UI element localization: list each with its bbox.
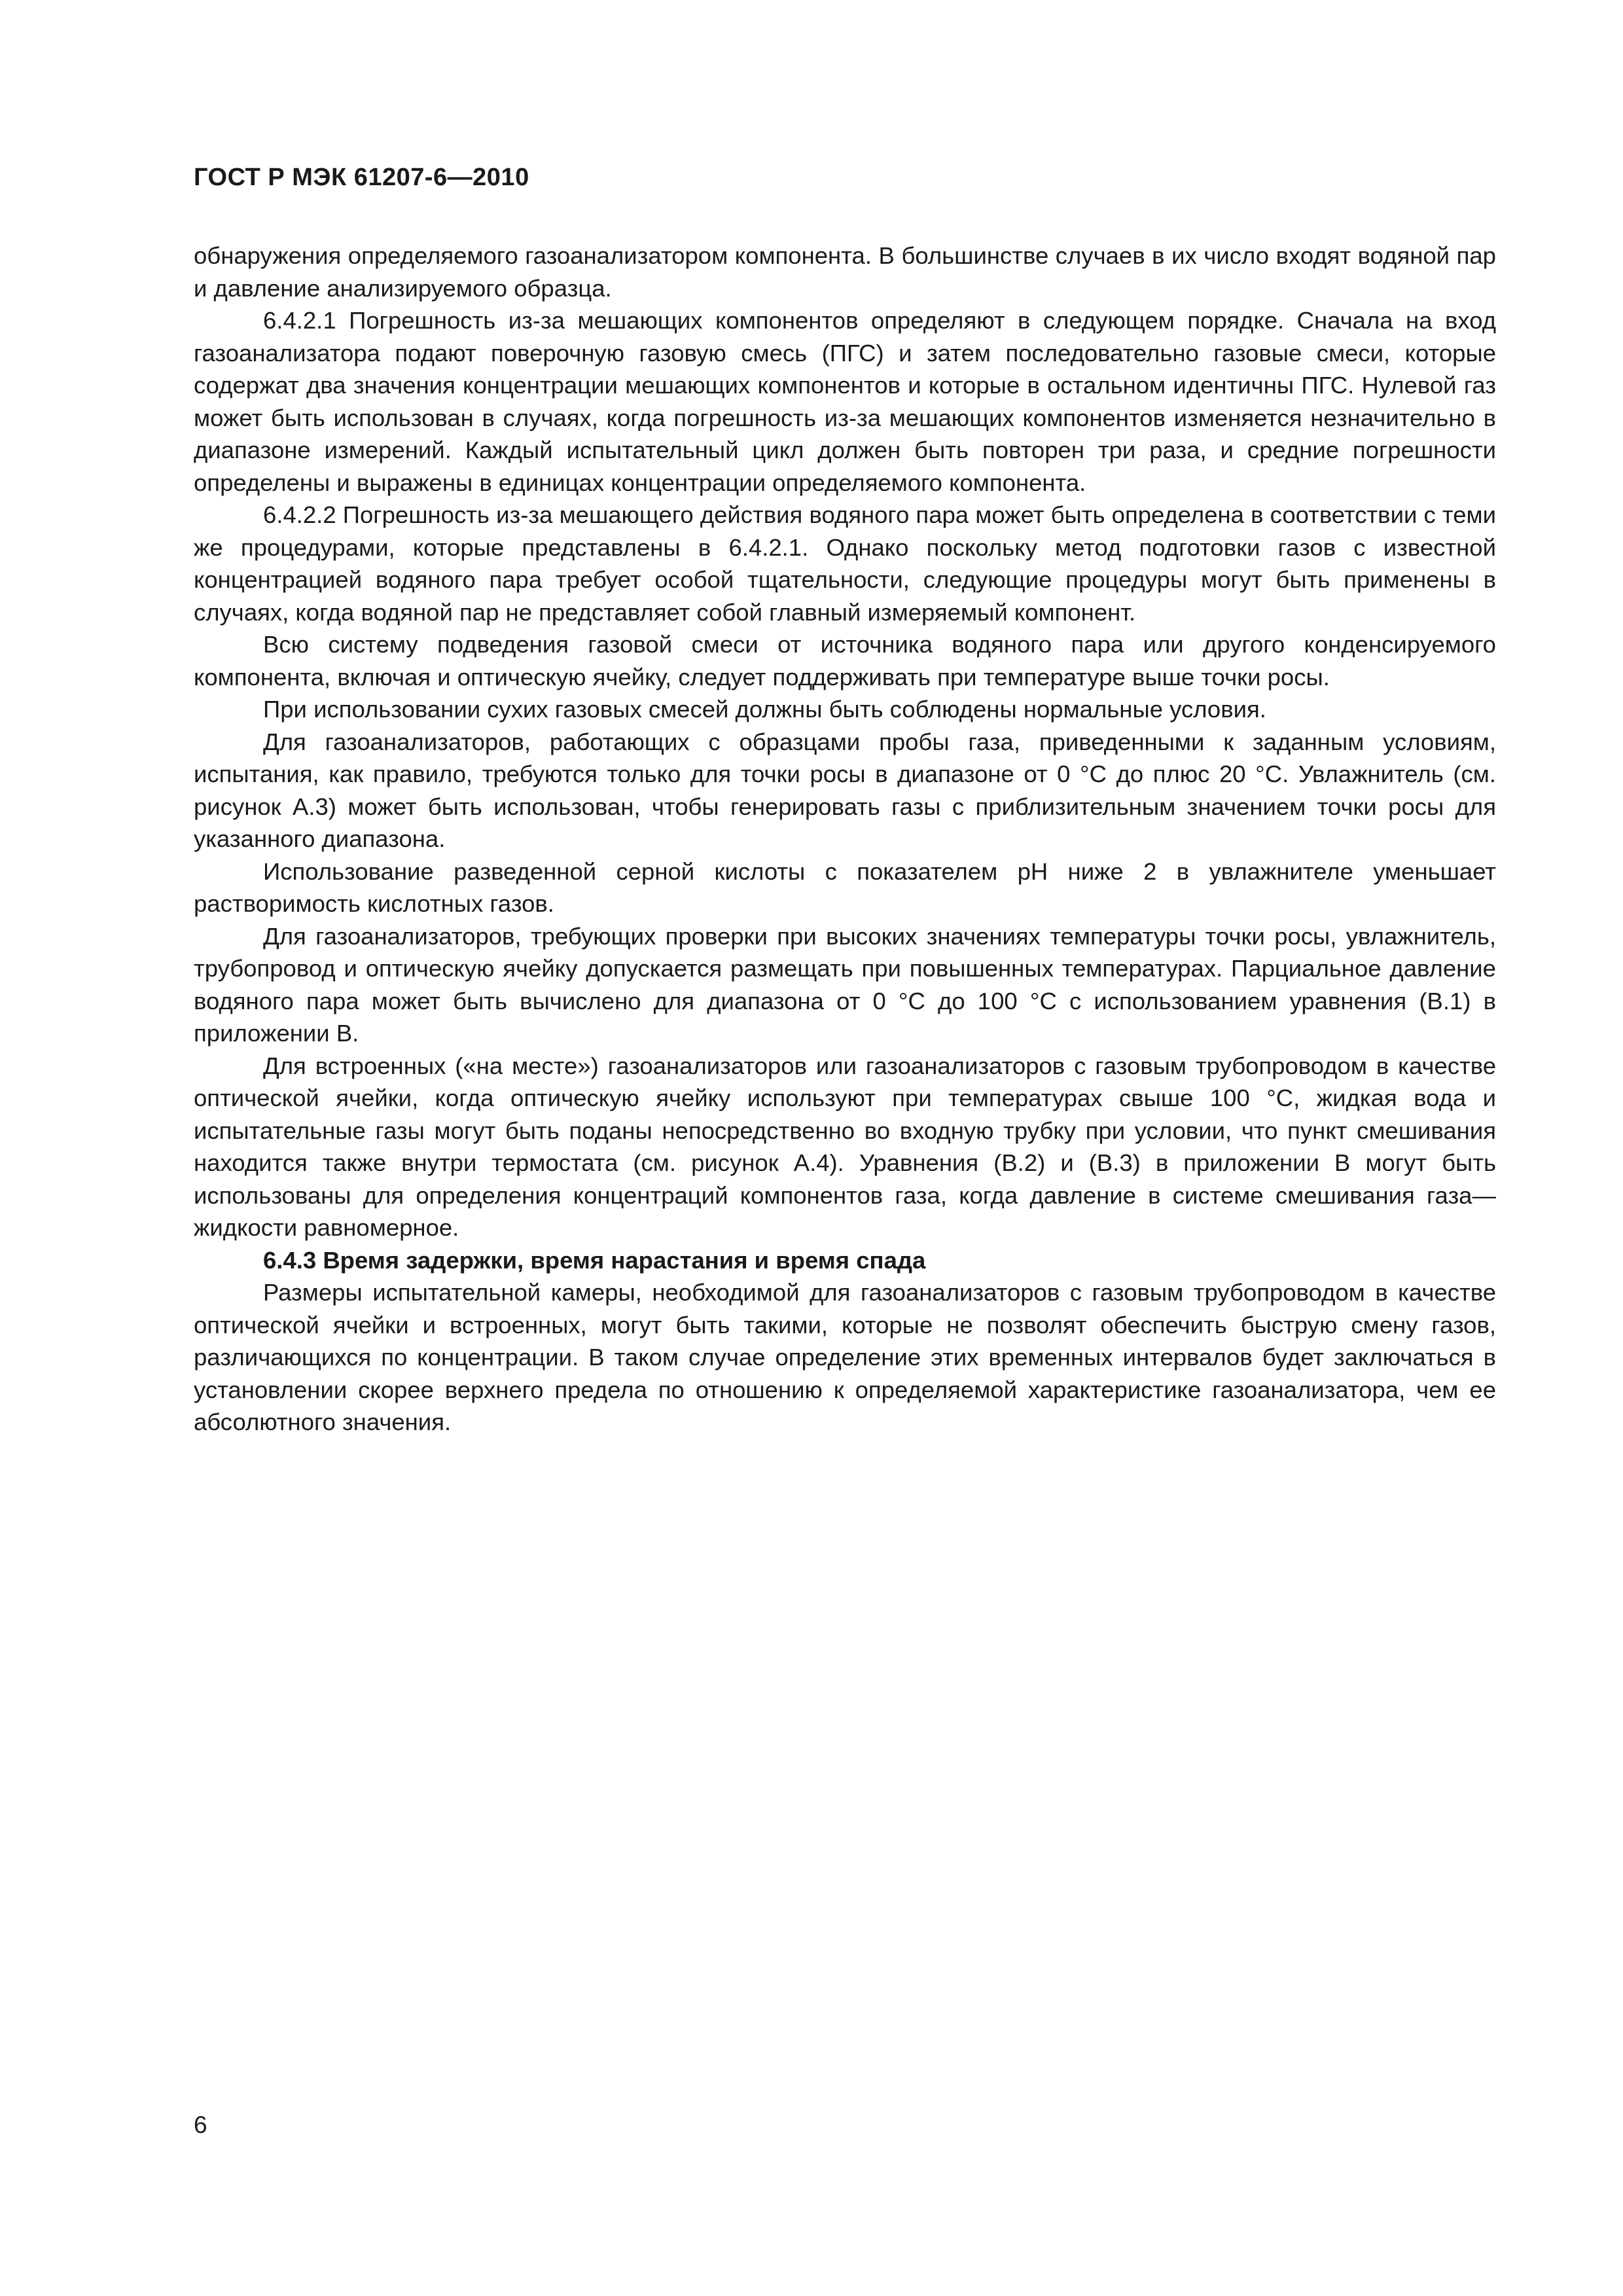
document-body	[194, 240, 1496, 1439]
paragraph-continuation: обнаружения определяемого газоанализатором компонента. В большинстве случаев в их число входят водяной пар и давление анализируемого образца.	[194, 242, 1496, 302]
paragraph-6-4-2-1: 6.4.2.1 Погрешность из-за мешающих компонентов определяют в следующем порядке. Сначала на вход газоанализатора подают поверочную газовую смесь (ПГС) и затем последовательно газовые смеси, которые содержат два значения концентрации мешающих компонентов и которые в остальном идентичны ПГС. Нулевой газ может быть использован в случаях, когда погрешность из-за мешающих компонентов изменяется незначительно в диапазоне измерений. Каждый испытательный цикл должен быть повторен три раза, и средние погрешности определены и выражены в единицах концентрации определяемого компонента.	[194, 307, 1496, 496]
paragraph-in-situ-analyzers: Для встроенных («на месте») газоанализаторов или газоанализаторов с газовым трубопроводом в качестве оптической ячейки, когда оптическую ячейку используют при температурах свыше 100 °С, жидкая вода и испытательные газы могут быть поданы непосредственно во входную трубку при условии, что пункт смешивания находится также внутри термостата (см. рисунок А.4). Уравнения (В.2) и (В.3) в приложении В могут быть использованы для определения концентраций компонентов газа, когда давление в системе смешивания газа—жидкости равномерное.	[194, 1052, 1496, 1241]
paragraph-dry-gas-mixtures: При использовании сухих газовых смесей должны быть соблюдены нормальные условия.	[263, 696, 1266, 723]
document-header: ГОСТ Р МЭК 61207-6—2010	[194, 164, 529, 191]
paragraph-6-4-2-2: 6.4.2.2 Погрешность из-за мешающего действия водяного пара может быть определена в соответствии с теми же процедурами, которые представлены в 6.4.2.1. Однако поскольку метод подготовки газов с известной концентрацией водяного пара требует особой тщательности, следующие процедуры могут быть применены в случаях, когда водяной пар не представляет собой главный измеряемый компонент.	[194, 501, 1496, 626]
paragraph-sulfuric-acid: Использование разведенной серной кислоты с показателем pH ниже 2 в увлажнителе уменьшает растворимость кислотных газов.	[194, 857, 1496, 917]
paragraph-high-dew-point: Для газоанализаторов, требующих проверки при высоких значениях температуры точки росы, увлажнитель, трубопровод и оптическую ячейку допускается размещать при повышенных температурах. Парциальное давление водяного пара может быть вычислено для диапазона от 0 °С до 100 °С с использованием уравнения (В.1) в приложении В.	[194, 922, 1496, 1047]
paragraph-test-chamber: Размеры испытательной камеры, необходимой для газоанализаторов с газовым трубопроводом в качестве оптической ячейки и встроенных, могут быть такими, которые не позволят обеспечить быструю смену газов, различающихся по концентрации. В таком случае определение этих временных интервалов будет заключаться в установлении скорее верхнего предела по отношению к определяемой характеристике газоанализатора, чем ее абсолютного значения.	[194, 1279, 1496, 1435]
section-heading-6-4-3: 6.4.3 Время задержки, время нарастания и время спада	[263, 1246, 926, 1274]
paragraph-gas-supply-system: Всю систему подведения газовой смеси от источника водяного пара или другого конденсируемого компонента, включая и оптическую ячейку, следует поддерживать при температуре выше точки росы.	[194, 631, 1496, 691]
paragraph-dew-point-range: Для газоанализаторов, работающих с образцами пробы газа, приведенными к заданным условиям, испытания, как правило, требуются только для точки росы в диапазоне от 0 °С до плюс 20 °С. Увлажнитель (см. рисунок А.3) может быть использован, чтобы генерировать газы с приблизительным значением точки росы для указанного диапазона.	[194, 728, 1496, 852]
page-number: 6	[194, 2111, 207, 2138]
